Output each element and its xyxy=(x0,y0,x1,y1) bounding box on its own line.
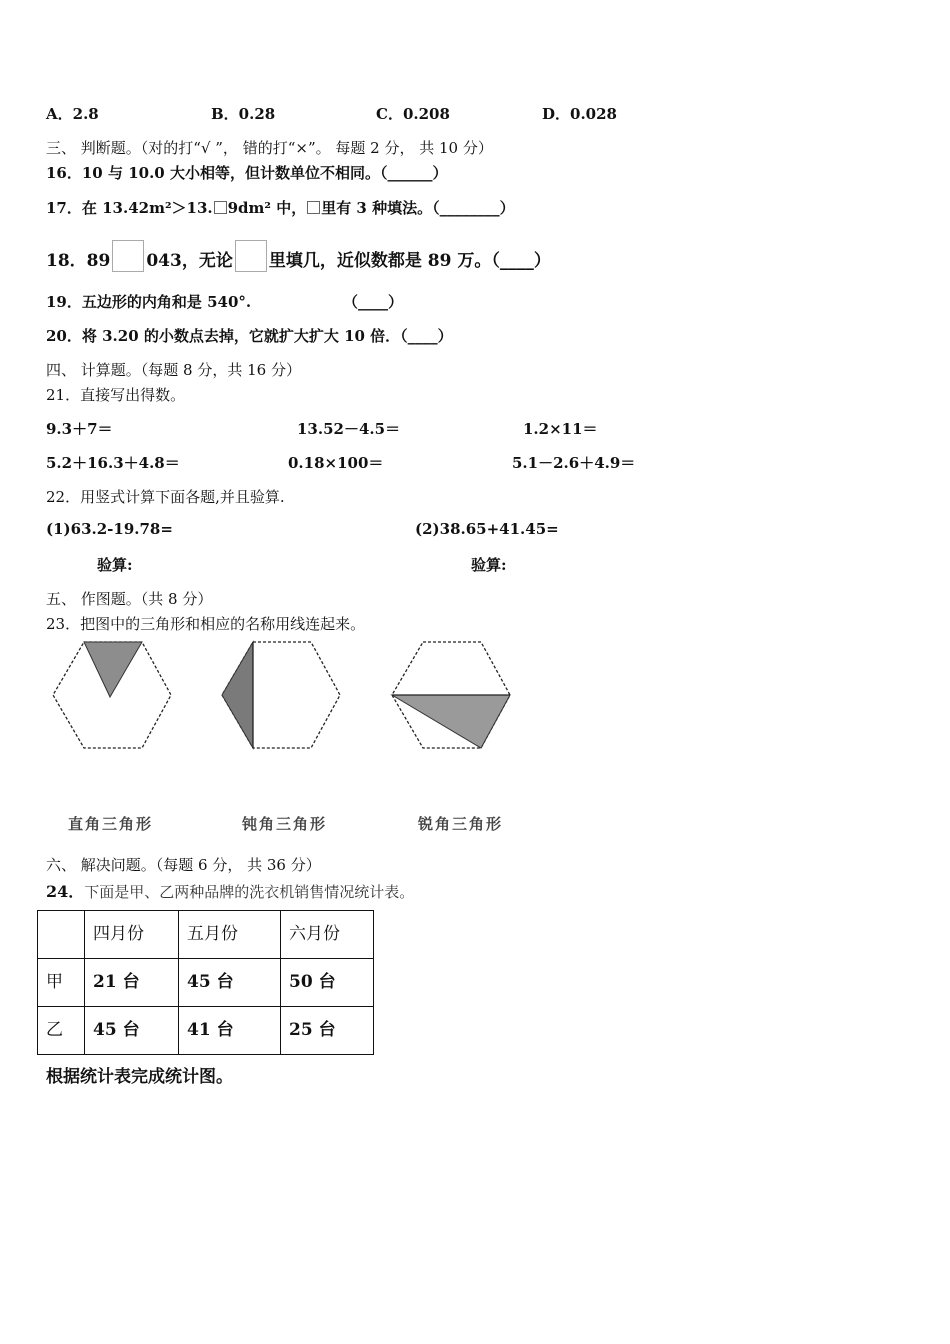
section-3-title: 三、 判断题。（对的打“√ ”， 错的打“×”。 每题 2 分， 共 10 分） xyxy=(46,139,493,157)
check-label-1: 验算: xyxy=(97,556,133,574)
right-triangle-shaded xyxy=(392,695,510,748)
hexagon-figure-2 xyxy=(219,640,344,752)
table-cell: 甲 xyxy=(38,959,85,1007)
question-23-title: 23．把图中的三角形和相应的名称用线连起来。 xyxy=(46,615,366,633)
section-6-title: 六、 解决问题。（每题 6 分， 共 36 分） xyxy=(46,856,321,874)
question-24-title xyxy=(46,879,414,902)
q18-number: 18． xyxy=(46,251,87,271)
check-label-2: 验算: xyxy=(471,556,507,574)
q18-part-a: 89 xyxy=(86,251,111,271)
label-acute-triangle: 锐角三角形 xyxy=(418,815,504,833)
q17-square-box xyxy=(307,201,320,214)
table-cell: 21 台 xyxy=(85,959,179,1007)
table-cell: 45 台 xyxy=(85,1007,179,1055)
table-header-cell xyxy=(38,911,85,959)
option-c: C．0.208 xyxy=(376,105,450,123)
question-16: 16．10 与 10.0 大小相等，但计数单位不相同。（______） xyxy=(46,164,448,182)
hexagon-figure-3 xyxy=(389,640,514,752)
table-cell: 45 台 xyxy=(179,959,281,1007)
option-b: B．0.28 xyxy=(211,105,276,123)
question-17 xyxy=(46,197,515,218)
q24-number: 24． xyxy=(46,882,85,901)
option-d: D．0.028 xyxy=(542,105,617,123)
calc-item-5: 0.18×100＝ xyxy=(288,454,384,472)
table-header-cell: 五月份 xyxy=(179,911,281,959)
q24-text: 下面是甲、乙两种品牌的洗衣机销售情况统计表。 xyxy=(84,883,415,901)
q18-part-b: 043，无论 xyxy=(146,251,233,271)
obtuse-triangle-shaded xyxy=(222,642,253,748)
option-a: A．2.8 xyxy=(46,105,99,123)
q17-text-before: 17．在 13.42m²＞13. xyxy=(46,199,213,217)
label-right-triangle: 直角三角形 xyxy=(68,815,154,833)
question-22-part-2: (2)38.65+41.45= xyxy=(415,520,559,538)
table-row xyxy=(38,959,374,1007)
calc-item-6: 5.1－2.6＋4.9＝ xyxy=(512,454,636,472)
acute-triangle-shaded xyxy=(84,642,142,697)
table-cell: 50 台 xyxy=(281,959,374,1007)
label-obtuse-triangle: 钝角三角形 xyxy=(242,815,328,833)
section-5-title: 五、 作图题。（共 8 分） xyxy=(46,590,213,608)
question-20: 20．将 3.20 的小数点去掉，它就扩大扩大 10 倍．（____） xyxy=(46,327,453,345)
q18-part-c: 里填几，近似数都是 89 万。（____） xyxy=(268,251,551,271)
hexagon-figure-1 xyxy=(50,640,175,752)
q17-text-after: 9dm² 中， xyxy=(227,199,307,217)
table-cell: 25 台 xyxy=(281,1007,374,1055)
question-22-title: 22．用竖式计算下面各题,并且验算. xyxy=(46,488,285,506)
question-24-footer: 根据统计表完成统计图。 xyxy=(46,1067,233,1087)
section-4-title: 四、 计算题。（每题 8 分，共 16 分） xyxy=(46,361,301,379)
question-22-part-1: (1)63.2-19.78= xyxy=(46,520,173,538)
calc-item-4: 5.2＋16.3＋4.8＝ xyxy=(46,454,180,472)
table-cell: 乙 xyxy=(38,1007,85,1055)
table-cell: 41 台 xyxy=(179,1007,281,1055)
table-header-row xyxy=(38,911,374,959)
q18-box-2 xyxy=(235,240,267,272)
table-row xyxy=(38,1007,374,1055)
sales-table xyxy=(37,910,374,1055)
question-19: 19．五边形的内角和是 540°. xyxy=(46,293,252,311)
q17-digit-box xyxy=(214,201,227,214)
question-18 xyxy=(46,240,551,272)
calc-item-1: 9.3＋7＝ xyxy=(46,420,113,438)
question-21-title: 21．直接写出得数。 xyxy=(46,386,186,404)
table-header-cell: 六月份 xyxy=(281,911,374,959)
calc-item-3: 1.2×11＝ xyxy=(523,420,598,438)
question-19-blank: （____） xyxy=(343,293,404,311)
q18-box-1 xyxy=(112,240,144,272)
calc-item-2: 13.52－4.5＝ xyxy=(297,420,401,438)
q17-text-after2: 里有 3 种填法。（________） xyxy=(321,199,515,217)
table-header-cell: 四月份 xyxy=(85,911,179,959)
